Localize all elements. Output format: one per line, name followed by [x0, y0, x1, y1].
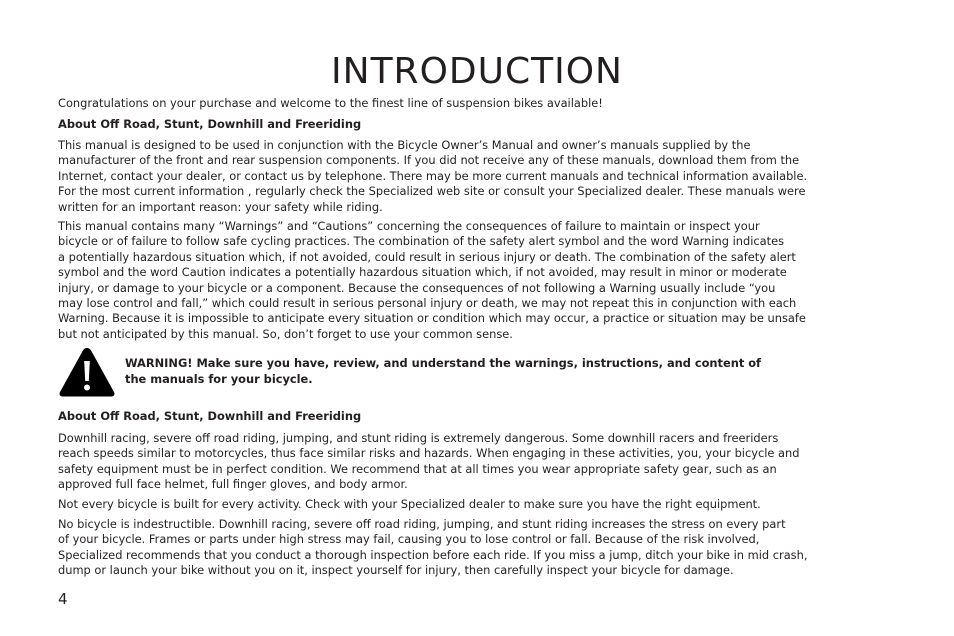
text-line: dump or launch your bike without you on it, inspect yourself for injury, then carefully inspect your bicycle for damage.	[58, 563, 734, 578]
text-line: This manual is designed to be used in conjunction with the Bicycle Owner’s Manual and owner’s manuals supplied by the	[58, 138, 751, 152]
warning-triangle-icon	[58, 346, 116, 398]
text-line: Downhill racing, severe off road riding, jumping, and stunt riding is extremely dangerous. Some downhill racers and freeriders	[58, 431, 779, 445]
paragraph-warnings-cautions	[58, 219, 898, 342]
text-line: approved full face helmet, full finger gloves, and body armor.	[58, 477, 408, 492]
text-line: of your bicycle. Frames or parts under high stress may fail, causing you to lose control or fall. Because of the risk involved,	[58, 532, 760, 547]
text-line: This manual contains many “Warnings” and “Cautions” concerning the consequences of failure to maintain or inspect your	[58, 219, 760, 233]
text-line: but not anticipated by this manual. So, don’t forget to use your common sense.	[58, 326, 513, 341]
paragraph-indestructible	[58, 517, 898, 579]
text-line: written for an important reason: your safety while riding.	[58, 199, 383, 214]
text-line: injury, or damage to your bicycle or a component. Because the consequences of not following a Warning usually include “you	[58, 280, 776, 295]
paragraph-not-every-bicycle: Not every bicycle is built for every activity. Check with your Specialized dealer to make sure you have the right equipment.	[58, 497, 761, 511]
warning-line: WARNING! Make sure you have, review, and understand the warnings, instructions, and content of	[125, 356, 762, 370]
text-line: symbol and the word Caution indicates a potentially hazardous situation which, if not avoided, may result in minor or moderate	[58, 265, 787, 280]
paragraph-manual-usage	[58, 138, 898, 215]
text-line: No bicycle is indestructible. Downhill racing, severe off road riding, jumping, and stunt riding increases the stress on every part	[58, 517, 786, 531]
section-heading-about: About Off Road, Stunt, Downhill and Freeriding	[58, 117, 362, 131]
warning-callout	[58, 346, 778, 400]
text-line: manufacturer of the front and rear suspension components. If you did not receive any of these manuals, download them from the	[58, 153, 800, 168]
paragraph-downhill-racing	[58, 431, 898, 493]
congratulations-text: Congratulations on your purchase and welcome to the finest line of suspension bikes available!	[58, 96, 603, 110]
text-line: a potentially hazardous situation which, if not avoided, could result in serious injury or death. The combination of the safety alert	[58, 249, 796, 264]
text-line: bicycle or of failure to follow safe cycling practices. The combination of the safety alert symbol and the word Warning indicates	[58, 234, 785, 249]
warning-text	[125, 355, 775, 387]
page-number: 4	[58, 590, 68, 608]
text-line: Internet, contact your dealer, or contact us by telephone. There may be more current manuals and technical information available.	[58, 168, 808, 183]
text-line: Warning. Because it is impossible to anticipate every situation or condition which may occur, a practice or situation may be unsafe	[58, 311, 806, 326]
text-line: safety equipment must be in perfect condition. We recommend that at all times you wear appropriate safety gear, such as an	[58, 461, 777, 476]
warning-line: the manuals for your bicycle.	[125, 372, 313, 386]
text-line: For the most current information , regularly check the Specialized web site or consult your Specialized dealer. These manuals were	[58, 184, 806, 199]
section-heading-about-2: About Off Road, Stunt, Downhill and Freeriding	[58, 409, 362, 423]
text-line: may lose control and fall,” which could result in serious personal injury or death, we may not repeat this in conjunction with each	[58, 296, 797, 311]
text-line: reach speeds similar to motorcycles, thus face similar risks and hazards. When engaging in these activities, you, your bicycle and	[58, 446, 800, 461]
text-line: Specialized recommends that you conduct a thorough inspection before each ride. If you miss a jump, ditch your bike in mid crash,	[58, 547, 808, 562]
page-title: INTRODUCTION	[331, 51, 623, 92]
